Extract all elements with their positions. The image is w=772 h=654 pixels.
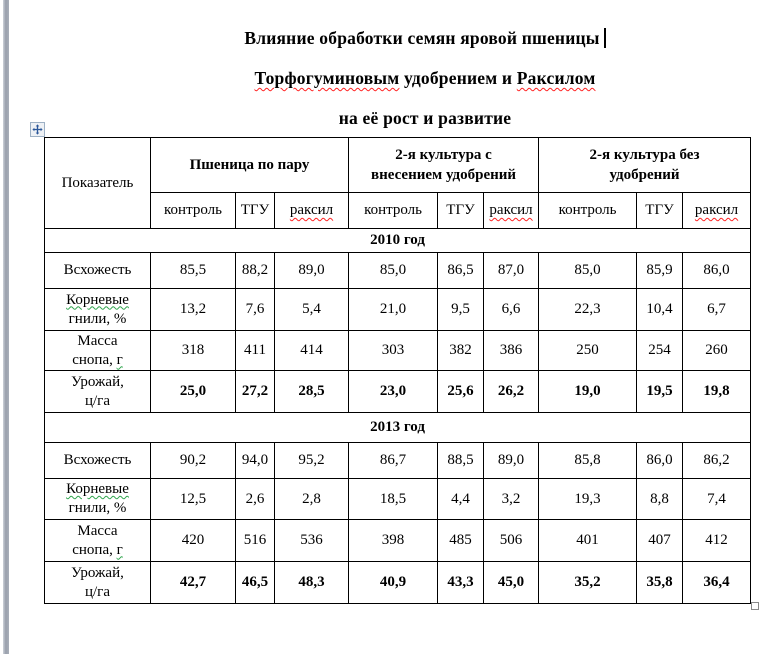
row-label-line	[47, 310, 148, 329]
value-cell[interactable]: 260	[683, 331, 751, 371]
value-cell[interactable]: 412	[683, 520, 751, 562]
value-cell[interactable]: 485	[438, 520, 484, 562]
row-label-line	[47, 499, 148, 518]
row-label-line	[47, 480, 148, 499]
value-cell[interactable]: 411	[236, 331, 275, 371]
value-cell[interactable]: 85,5	[151, 253, 236, 289]
value-cell[interactable]: 7,4	[683, 479, 751, 520]
text-segment: гнили, %	[68, 500, 127, 516]
row-label-line	[47, 392, 148, 411]
value-cell[interactable]: 254	[637, 331, 683, 371]
table-header	[45, 138, 751, 229]
value-cell[interactable]: 516	[236, 520, 275, 562]
value-cell[interactable]: 86,7	[349, 443, 438, 479]
text-segment: Урожай,	[71, 373, 124, 390]
value-cell[interactable]: 22,3	[539, 289, 637, 331]
group-header-label: 2-я культура без удобрений	[589, 147, 700, 183]
value-cell[interactable]: 2,6	[236, 479, 275, 520]
text-segment: Масса	[77, 332, 118, 349]
value-cell[interactable]: 4,4	[438, 479, 484, 520]
value-cell[interactable]: 95,2	[275, 443, 349, 479]
text-segment: снопа,	[72, 541, 117, 558]
value-cell[interactable]: 6,7	[683, 289, 751, 331]
value-cell[interactable]: 401	[539, 520, 637, 562]
group-header-cell[interactable]	[349, 138, 539, 193]
row-label-cell[interactable]	[45, 520, 151, 562]
row-label-line	[47, 564, 148, 583]
value-cell[interactable]: 19,0	[539, 371, 637, 413]
group-header-cell[interactable]	[151, 138, 349, 193]
text-segment: г	[116, 351, 123, 368]
row-label-line	[47, 373, 148, 392]
value-cell[interactable]: 6,6	[484, 289, 539, 331]
value-cell[interactable]: 9,5	[438, 289, 484, 331]
text-segment: Торфогуминовым	[254, 68, 400, 88]
value-cell[interactable]: 7,6	[236, 289, 275, 331]
text-segment: удобрением и	[399, 68, 517, 88]
value-cell[interactable]: 21,0	[349, 289, 438, 331]
value-cell[interactable]: 8,8	[637, 479, 683, 520]
subheader-cell[interactable]	[275, 193, 349, 229]
results-table	[44, 137, 751, 604]
value-cell[interactable]: 43,3	[438, 562, 484, 604]
value-cell[interactable]: 27,2	[236, 371, 275, 413]
value-cell[interactable]: 48,3	[275, 562, 349, 604]
value-cell[interactable]: 18,5	[349, 479, 438, 520]
row-label-cell[interactable]	[45, 331, 151, 371]
text-segment: Всхожесть	[63, 262, 132, 278]
value-cell[interactable]: 2,8	[275, 479, 349, 520]
group-header-label: Пшеница по пару	[189, 157, 310, 173]
row-label-cell[interactable]	[45, 562, 151, 604]
subheader-label: раксил	[694, 202, 739, 218]
row-label-line	[47, 522, 148, 541]
value-cell[interactable]: 94,0	[236, 443, 275, 479]
value-cell[interactable]: 90,2	[151, 443, 236, 479]
subheader-cell[interactable]	[637, 193, 683, 229]
value-cell[interactable]: 88,5	[438, 443, 484, 479]
subheader-label: ТГУ	[446, 202, 475, 218]
row-label-line	[47, 261, 148, 280]
group-header-label: 2-я культура с внесением удобрений	[370, 147, 517, 183]
value-cell[interactable]: 88,2	[236, 253, 275, 289]
text-cursor	[604, 28, 606, 48]
text-segment: ц/га	[84, 392, 110, 409]
title-line[interactable]	[70, 18, 772, 58]
value-cell[interactable]: 86,5	[438, 253, 484, 289]
subheader-label: раксил	[489, 202, 533, 218]
subheader-label: раксил	[289, 202, 334, 218]
row-label-cell[interactable]	[45, 289, 151, 331]
value-cell[interactable]: 35,8	[637, 562, 683, 604]
value-cell[interactable]: 5,4	[275, 289, 349, 331]
value-cell[interactable]: 382	[438, 331, 484, 371]
subheader-cell[interactable]	[683, 193, 751, 229]
text-segment: Раксилом	[516, 68, 596, 88]
four-way-arrow-icon	[32, 124, 43, 135]
value-cell[interactable]: 536	[275, 520, 349, 562]
row-label-line	[47, 451, 148, 470]
value-cell[interactable]: 407	[637, 520, 683, 562]
text-segment: снопа,	[72, 351, 117, 368]
table-move-handle[interactable]	[30, 122, 45, 137]
title-line[interactable]	[70, 98, 772, 138]
value-cell[interactable]: 40,9	[349, 562, 438, 604]
value-cell[interactable]: 19,5	[637, 371, 683, 413]
value-cell[interactable]: 89,0	[275, 253, 349, 289]
text-segment: Масса	[77, 522, 118, 539]
value-cell[interactable]: 85,0	[539, 253, 637, 289]
value-cell[interactable]: 89,0	[484, 443, 539, 479]
subheader-label: контроль	[364, 202, 422, 218]
subheader-label: контроль	[164, 202, 222, 218]
text-segment: ц/га	[84, 583, 110, 600]
text-segment: на её рост и развитие	[338, 108, 512, 128]
value-cell[interactable]: 85,9	[637, 253, 683, 289]
text-segment: Влияние обработки семян яровой пшеницы	[244, 28, 600, 48]
row-label-line	[47, 351, 148, 370]
row-label-cell[interactable]	[45, 371, 151, 413]
value-cell[interactable]: 86,2	[683, 443, 751, 479]
document-title	[70, 18, 772, 138]
value-cell[interactable]: 28,5	[275, 371, 349, 413]
title-line[interactable]	[70, 58, 772, 98]
subheader-label: контроль	[558, 202, 617, 218]
text-segment: Корневые	[66, 481, 129, 497]
value-cell[interactable]: 19,8	[683, 371, 751, 413]
value-cell[interactable]: 86,0	[683, 253, 751, 289]
value-cell[interactable]: 506	[484, 520, 539, 562]
value-cell[interactable]: 26,2	[484, 371, 539, 413]
value-cell[interactable]: 85,8	[539, 443, 637, 479]
text-segment: Корневые	[66, 291, 129, 308]
text-segment: гнили, %	[68, 310, 127, 327]
text-segment: Всхожесть	[63, 452, 132, 468]
table-resize-handle[interactable]	[751, 602, 759, 610]
text-segment: г	[116, 541, 123, 558]
value-cell[interactable]: 86,0	[637, 443, 683, 479]
value-cell[interactable]: 45,0	[484, 562, 539, 604]
row-label-line	[47, 332, 148, 351]
value-cell[interactable]: 87,0	[484, 253, 539, 289]
row-label-line	[47, 583, 148, 602]
subheader-cell[interactable]	[438, 193, 484, 229]
value-cell[interactable]: 36,4	[683, 562, 751, 604]
year-row-cell[interactable]: 2013 год	[45, 413, 751, 443]
subheader-cell[interactable]	[151, 193, 236, 229]
value-cell[interactable]: 250	[539, 331, 637, 371]
value-cell[interactable]: 12,5	[151, 479, 236, 520]
corner-header-cell[interactable]: Показатель	[45, 138, 151, 229]
value-cell[interactable]: 85,0	[349, 253, 438, 289]
row-label-cell[interactable]	[45, 253, 151, 289]
value-cell[interactable]: 46,5	[236, 562, 275, 604]
subheader-cell[interactable]	[484, 193, 539, 229]
row-label-cell[interactable]	[45, 443, 151, 479]
subheader-cell[interactable]	[539, 193, 637, 229]
group-header-cell[interactable]	[539, 138, 751, 193]
value-cell[interactable]: 420	[151, 520, 236, 562]
value-cell[interactable]: 318	[151, 331, 236, 371]
page-edge-strip	[3, 0, 9, 654]
value-cell[interactable]: 19,3	[539, 479, 637, 520]
value-cell[interactable]: 23,0	[349, 371, 438, 413]
value-cell[interactable]: 303	[349, 331, 438, 371]
subheader-label: ТГУ	[240, 202, 270, 218]
value-cell[interactable]: 386	[484, 331, 539, 371]
row-label-line	[47, 291, 148, 310]
value-cell[interactable]: 398	[349, 520, 438, 562]
subheader-label: ТГУ	[645, 202, 674, 218]
value-cell[interactable]: 25,0	[151, 371, 236, 413]
subheader-cell[interactable]	[349, 193, 438, 229]
year-row-cell[interactable]: 2010 год	[45, 229, 751, 253]
value-cell[interactable]: 414	[275, 331, 349, 371]
value-cell[interactable]: 25,6	[438, 371, 484, 413]
value-cell[interactable]: 35,2	[539, 562, 637, 604]
text-segment: Урожай,	[71, 564, 124, 581]
table-body	[45, 229, 751, 604]
value-cell[interactable]: 3,2	[484, 479, 539, 520]
subheader-cell[interactable]	[236, 193, 275, 229]
row-label-cell[interactable]	[45, 479, 151, 520]
value-cell[interactable]: 10,4	[637, 289, 683, 331]
value-cell[interactable]: 42,7	[151, 562, 236, 604]
value-cell[interactable]: 13,2	[151, 289, 236, 331]
row-label-line	[47, 541, 148, 560]
